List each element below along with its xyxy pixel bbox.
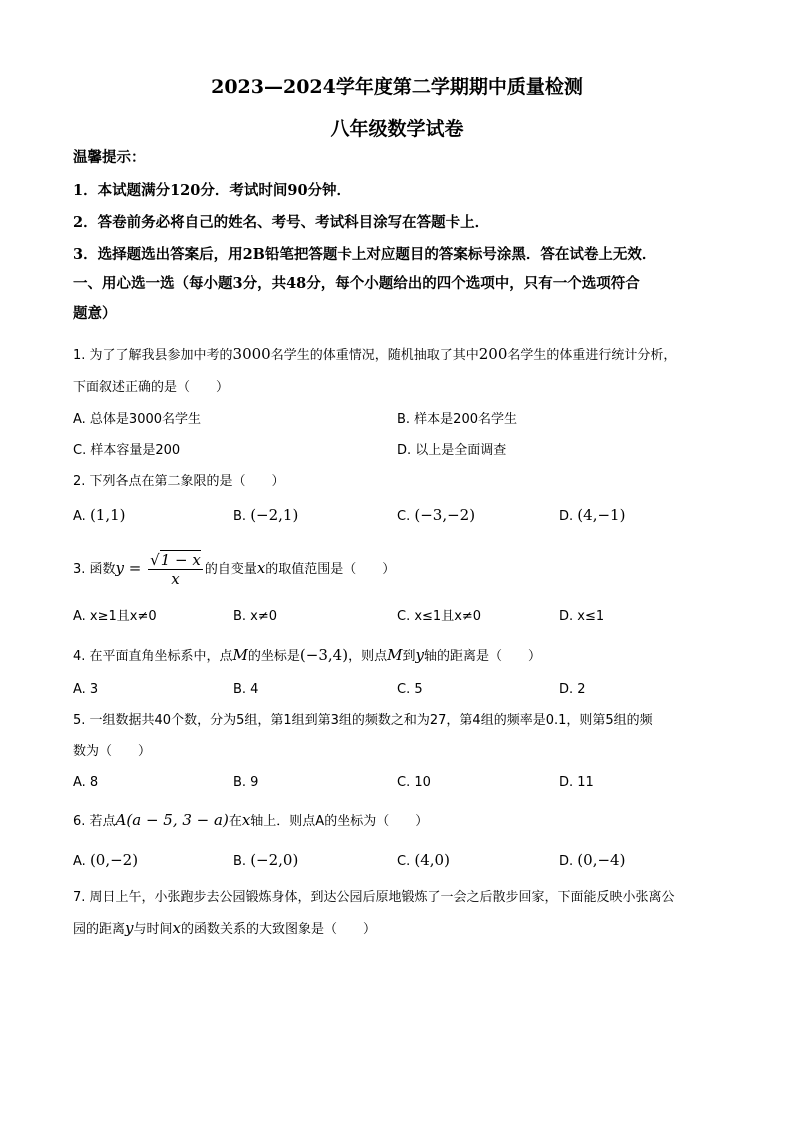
question-4-option-b: B. 4 (233, 682, 259, 697)
question-4-stem: 4. 在平面直角坐标系中，点M的坐标是(−3,4)，则点M到y轴的距离是（ ） (73, 646, 541, 664)
tip-1: 1．本试题满分120分．考试时间90分钟． (73, 182, 352, 199)
question-2-option-a: A. (1,1) (73, 506, 126, 524)
tips-heading: 温馨提示： (73, 149, 146, 166)
question-1-option-d: D. 以上是全面调查 (397, 443, 507, 458)
question-1-option-c: C. 样本容量是200 (73, 443, 181, 458)
function-fraction: $\frac{√1 - x}{x}$ (150, 551, 201, 588)
question-5-option-c: C. 10 (397, 775, 431, 790)
section1-heading-line2: 题意） (73, 305, 117, 322)
question-4-option-c: C. 5 (397, 682, 423, 697)
exam-title: 2023—2024学年度第二学期期中质量检测 (211, 76, 583, 98)
question-1-stem: 1. 为了了解我县参加中考的3000名学生的体重情况，随机抽取了其中200名学生的体重进行统计分析， (73, 345, 677, 363)
exam-subtitle: 八年级数学试卷 (330, 118, 464, 140)
question-4-option-a: A. 3 (73, 682, 99, 697)
question-4-option-d: D. 2 (559, 682, 586, 697)
question-7-stem-line2: 园的距离y与时间x的函数关系的大致图象是（ ） (73, 919, 376, 937)
question-2-option-b: B. (−2,1) (233, 506, 299, 524)
question-5-option-a: A. 8 (73, 775, 99, 790)
tip-3: 3．选择题选出答案后，用2B铅笔把答题卡上对应题目的答案标号涂黑．答在试卷上无效． (73, 246, 657, 263)
question-6-option-b: B. (−2,0) (233, 851, 299, 869)
question-6-stem: 6. 若点A(a − 5, 3 − a)在x轴上．则点A的坐标为（ ） (73, 811, 429, 829)
question-2-stem: 2. 下列各点在第二象限的是（ ） (73, 474, 285, 489)
question-1-stem-line2: 下面叙述正确的是（ ） (73, 380, 230, 395)
question-5-stem: 5. 一组数据共40个数，分为5组，第1组到第3组的频数之和为27，第4组的频率是0.1，则第5组的频 (73, 713, 653, 728)
question-6-option-d: D. (0,−4) (559, 851, 626, 869)
question-6-option-a: A. (0,−2) (73, 851, 139, 869)
question-3-option-b: B. x≠0 (233, 609, 278, 624)
question-3-option-c: C. x≤1且x≠0 (397, 609, 482, 624)
question-3-option-a: A. x≥1且x≠0 (73, 609, 157, 624)
question-2-option-d: D. (4,−1) (559, 506, 626, 524)
question-3-stem: 3. 函数y = $\frac{√1 - x}{x}$ 的自变量x的取值范围是（ ） (73, 551, 396, 588)
question-6-option-c: C. (4,0) (397, 851, 450, 869)
section1-heading-line1: 一、用心选一选（每小题3分，共48分，每个小题给出的四个选项中，只有一个选项符合 (73, 275, 640, 292)
question-7-stem: 7. 周日上午，小张跑步去公园锻炼身体，到达公园后原地锻炼了一会之后散步回家，下面能反映小张离公 (73, 890, 675, 905)
tip-2: 2．答卷前务必将自己的姓名、考号、考试科目涂写在答题卡上． (73, 214, 490, 231)
question-1-option-b: B. 样本是200名学生 (397, 412, 517, 427)
question-1-option-a: A. 总体是3000名学生 (73, 412, 202, 427)
question-3-option-d: D. x≤1 (559, 609, 605, 624)
question-5-option-d: D. 11 (559, 775, 594, 790)
question-2-option-c: C. (−3,−2) (397, 506, 476, 524)
question-5-stem-line2: 数为（ ） (73, 744, 152, 759)
question-5-option-b: B. 9 (233, 775, 259, 790)
